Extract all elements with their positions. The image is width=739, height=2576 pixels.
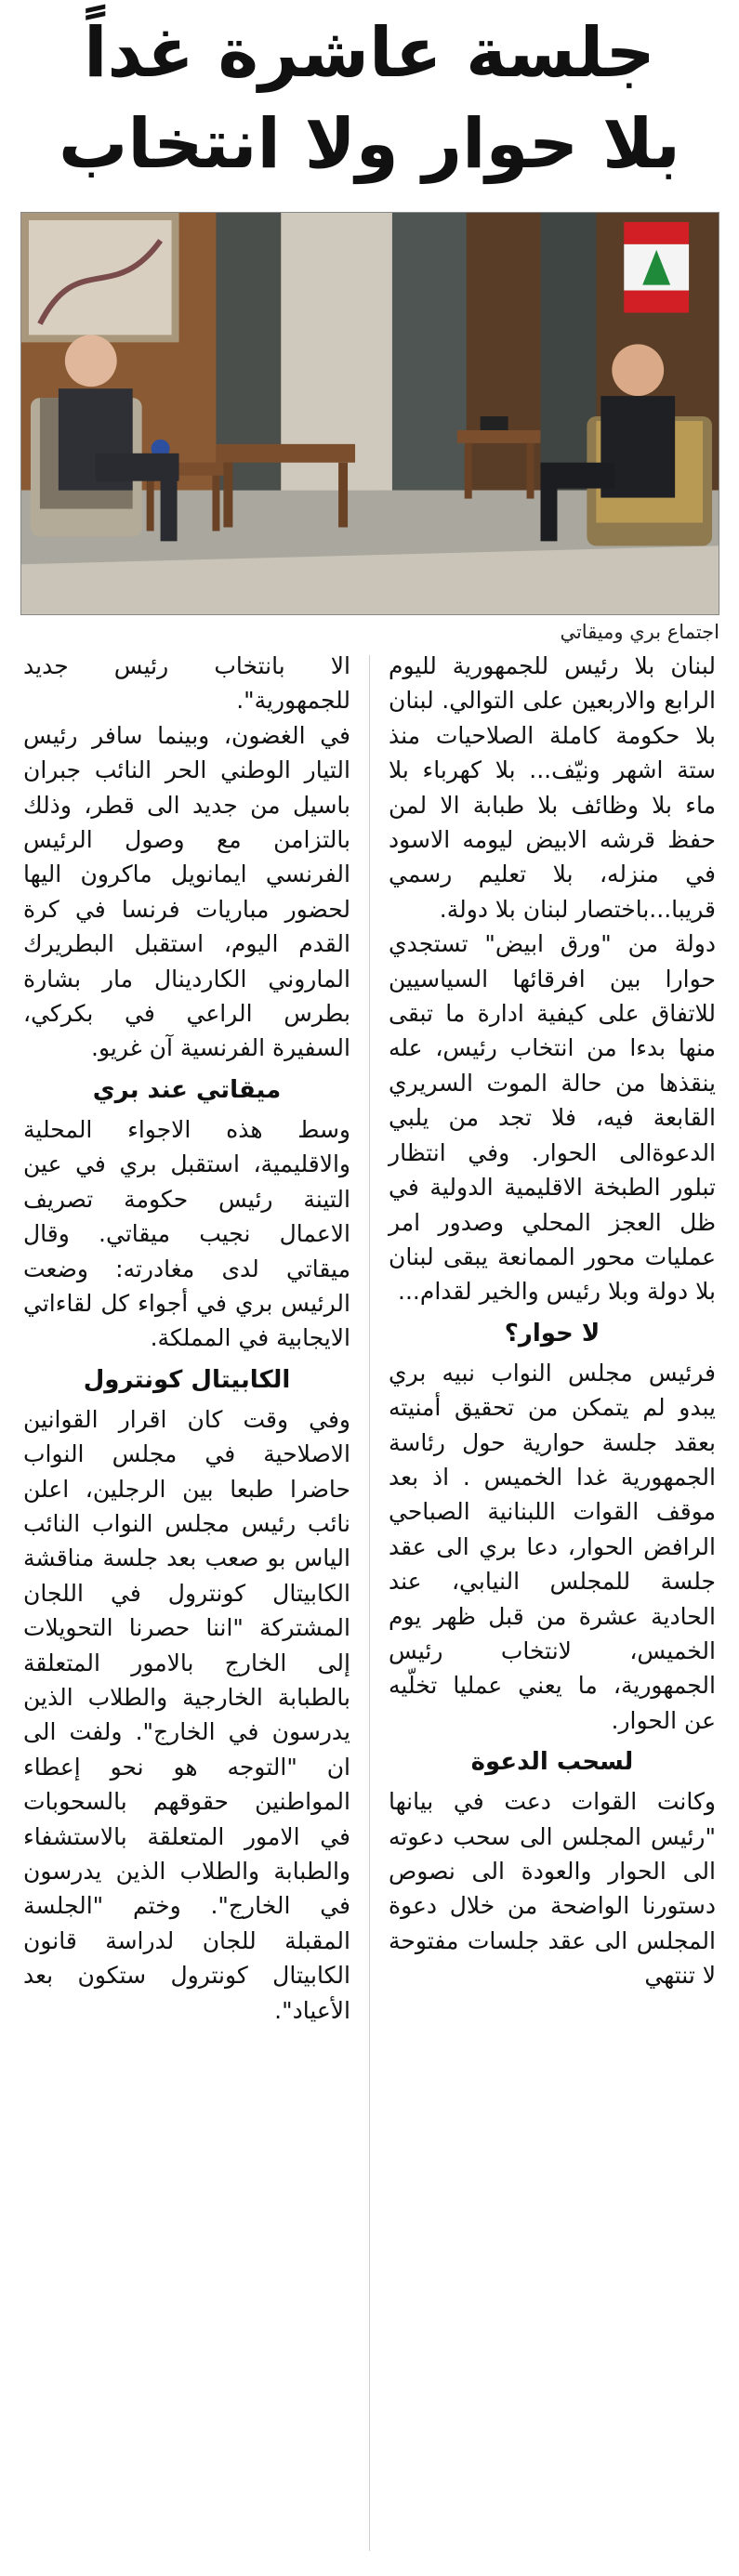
- left-column: [23, 649, 350, 2028]
- right-paragraph-2: دولة من "ورق ابيض" تستجدي حوارا بين افرقائها السياسيين للاتفاق على كيفية ادارة ما تبقى منها بدءا من انتخاب رئيس، عله ينقذها من حالة الموت السريري القابعة فيه، فلا تجد من يلبي الدعوةالى الحوار. وفي انتظار تبلور الطبخة الاقليمية الدولية في ظل العجز المحلي وصدور امر عمليات محور الممانعة يبقى لبنان بلا دولة وبلا رئيس والخير لقدام...: [389, 930, 716, 1306]
- right-paragraph-1: لبنان بلا رئيس للجمهورية لليوم الرابع والاربعين على التوالي. لبنان بلا حكومة كاملة الصلاحيات منذ ستة اشهر ونيّف... بلا كهرباء بلا ماء بلا وظائف بلا طبابة الا لمن حفظ قرشه الابيض ليومه الاسود في منزله، بلا تعليم رسمي قريبا...باختصار لبنان بلا دولة.: [389, 652, 716, 923]
- left-paragraph-1: الا بانتخاب رئيس جديد للجمهورية".: [23, 652, 350, 715]
- meeting-photo-icon: [21, 213, 719, 614]
- left-paragraph-3: وسط هذه الاجواء المحلية والاقليمية، استقبل بري في عين التينة رئيس حكومة تصريف الاعمال نجيب ميقاتي. وقال ميقاتي لدى مغادرته: وضعت الرئيس بري في أجواء كل لقاءاتي الايجابية في المملكة.: [23, 1115, 350, 1352]
- headline-line-1: جلسة عاشرة غداً: [84, 13, 655, 93]
- left-paragraph-4: وفي وقت كان اقرار القوانين الاصلاحية في مجلس النواب حاضرا طبعا بين الرجلين، اعلن نائب رئيس مجلس النواب النائب الياس بو صعب بعد جلسة مناقشة الكابيتال كونترول في اللجان المشتركة "اننا حصرنا التحويلات إلى الخارج بالامور المتعلقة بالطبابة الخارجية والطلاب الذين يدرسون في الخارج". ولفت الى ان "التوجه هو نحو إعطاء المواطنين حقوقهم بالسحوبات في الامور المتعلقة بالاستشفاء والطبابة والطلاب الذين يدرسون في الخارج". وختم "الجلسة المقبلة للجان لدراسة قانون الكابيتال كونترول ستكون بعد الأعياد".: [23, 1405, 350, 2024]
- right-column: [389, 649, 716, 1993]
- right-paragraph-3: فرئيس مجلس النواب نبيه بري يبدو لم يتمكن من تحقيق أمنيته بعقد جلسة حوارية حول رئاسة الجمهورية غدا الخميس . اذ بعد موقف القوات اللبنانية الصباحي الرافض الحوار، دعا بري الى عقد جلسة للمجلس النيابي، عند الحادية عشرة من قبل ظهر يوم الخميس، لانتخاب رئيس الجمهورية، ما يعني عمليا تخلّيه عن الحوار.: [389, 1359, 716, 1734]
- headline: [19, 7, 720, 190]
- column-divider: [369, 655, 370, 2551]
- right-subheading-2: لسحب الدعوة: [470, 1748, 634, 1777]
- headline-line-2: بلا حوار ولا انتخاب: [59, 104, 680, 184]
- meeting-photo: [20, 212, 719, 615]
- left-subheading-1: ميقاتي عند بري: [92, 1075, 282, 1104]
- photo-caption: اجتماع بري وميقاتي: [560, 621, 719, 643]
- right-paragraph-4: وكانت القوات دعت في بيانها "رئيس المجلس الى سحب دعوته الى الحوار والعودة الى نصوص دستورنا الواضحة من خلال دعوة المجلس الى عقد جلسات مفتوحة لا تنتهي: [389, 1788, 716, 1990]
- right-subheading-1: لا حوار؟: [504, 1319, 600, 1347]
- left-subheading-2: الكابيتال كونترول: [83, 1365, 291, 1394]
- left-paragraph-2: في الغضون، وبينما سافر رئيس التيار الوطني الحر النائب جبران باسيل من جديد الى قطر، وذلك بالتزامن مع وصول الرئيس الفرنسي ايمانويل ماكرون اليها لحضور مباريات فرنسا في كرة القدم اليوم، استقبل البطريرك الماروني الكاردينال مار بشارة بطرس الراعي في بكركي، السفيرة الفرنسية آن غريو.: [23, 721, 350, 1062]
